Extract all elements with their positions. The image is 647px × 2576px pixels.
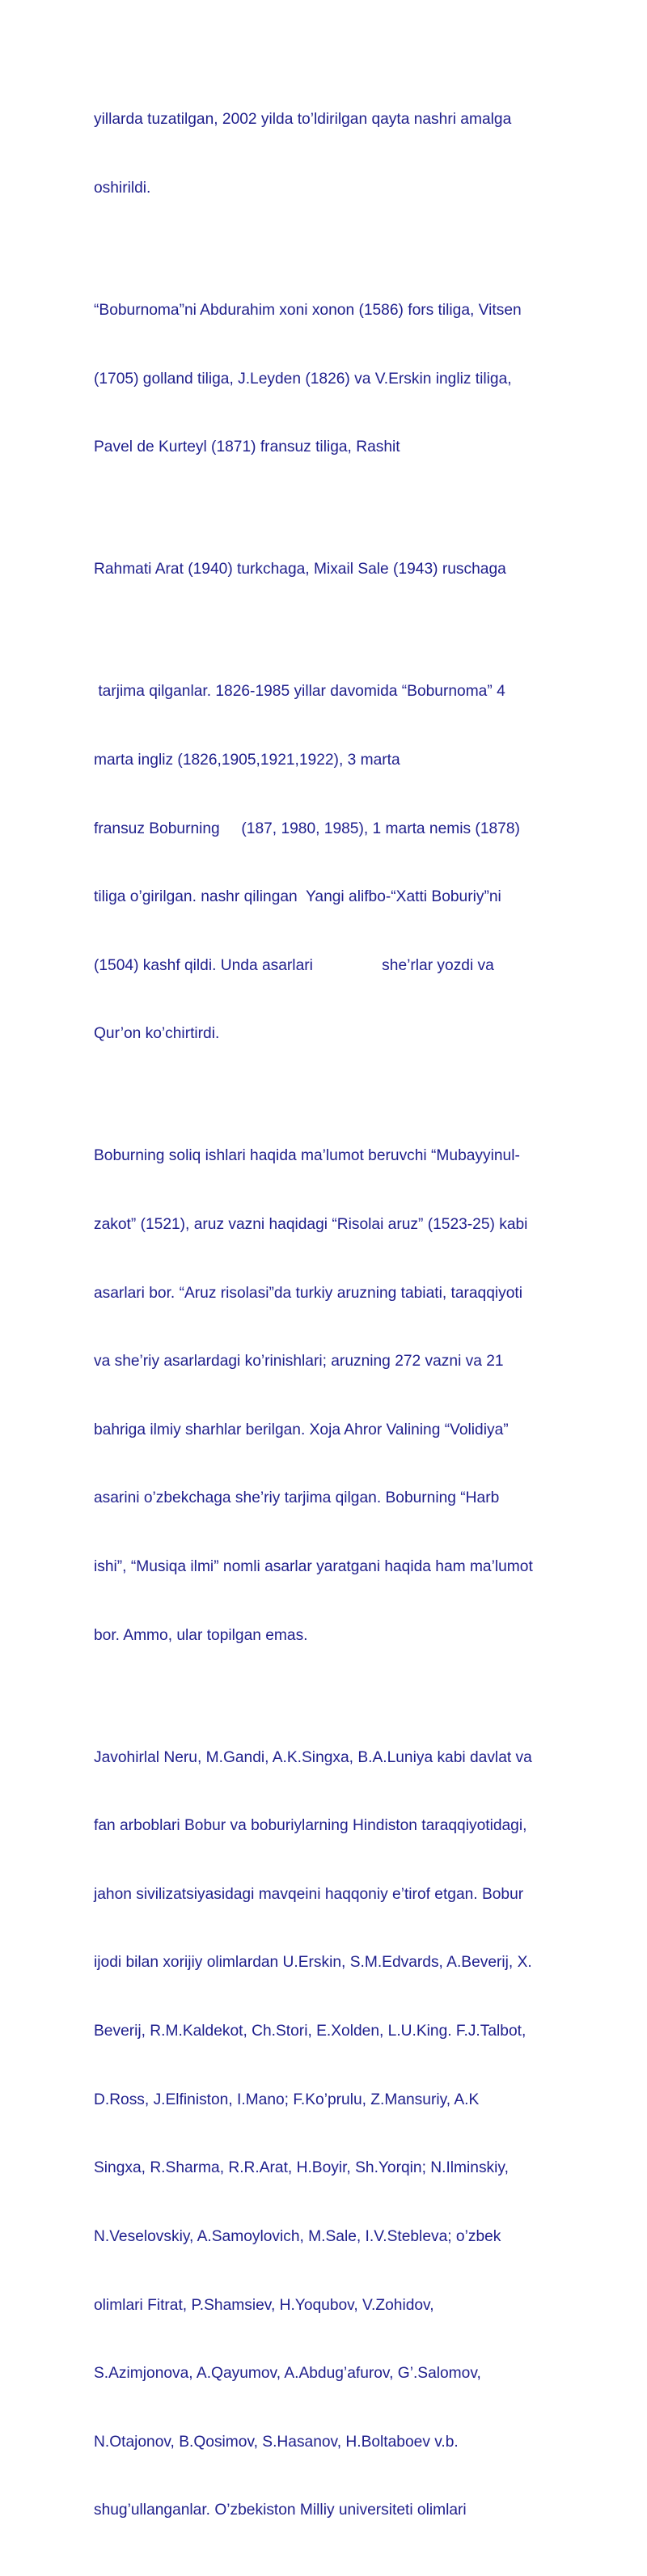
text-line: bor. Ammo, ular topilgan emas. (94, 1626, 308, 1644)
paragraph-6 (94, 1701, 611, 2568)
text-line: Pavel de Kurteyl (1871) fransuz tiliga, Rashit (94, 439, 400, 456)
text-line: tarjima qilganlar. 1826-1985 yillar davomida “Boburnoma” 4 (94, 683, 505, 701)
text-line: “Boburnoma”ni Abdurahim xoni xonon (1586) fors tiliga, Vitsen (94, 302, 522, 320)
document-page (94, 63, 611, 2576)
text-line: D.Ross, J.Elfiniston, I.Mano; F.Ko’prulu, Z.Mansuriy, A.K (94, 2091, 480, 2108)
paragraph-1 (94, 63, 611, 246)
text-line: zakot” (1521), aruz vazni haqidagi “Risolai aruz” (1523-25) kabi (94, 1215, 528, 1233)
text-line: N.Veselovskiy, A.Samoylovich, M.Sale, I.V.Stebleva; o’zbek (94, 2227, 501, 2245)
text-line: bahriga ilmiy sharhlar berilgan. Xoja Ahror Valining “Volidiya” (94, 1421, 509, 1438)
text-line: fransuz Boburning (187, 1980, 1985), 1 marta nemis (1878) (94, 820, 520, 837)
text-line: Qur’on ko’chirtirdi. (94, 1025, 220, 1043)
paragraph-3 (94, 513, 611, 627)
text-line: Javohirlal Neru, M.Gandi, A.K.Singxa, B.A.Luniya kabi davlat va (94, 1748, 532, 1766)
text-line: shug’ullanganlar. O’zbekiston Milliy universiteti olimlari (94, 2502, 467, 2519)
text-line: ijodi bilan xorijiy olimlardan U.Erskin, S.M.Edvards, A.Beverij, X. (94, 1954, 532, 1972)
text-line: (1705) golland tiliga, J.Leyden (1826) va V.Erskin ingliz tiliga, (94, 370, 512, 388)
text-line: jahon sivilizatsiyasidagi mavqeini haqqoniy e’tirof etgan. Bobur (94, 1885, 524, 1903)
text-line: S.Azimjonova, A.Qayumov, A.Abdug’afurov, G’.Salomov, (94, 2365, 481, 2383)
text-line: Rahmati Arat (1940) turkchaga, Mixail Sale (1943) ruschaga (94, 561, 506, 578)
text-line: olimlari Fitrat, P.Shamsiev, H.Yoqubov, V.Zohidov, (94, 2296, 434, 2314)
text-line: ishi”, “Musiqa ilmi” nomli asarlar yaratgani haqida ham ma’lumot (94, 1558, 533, 1575)
text-line: Boburning soliq ishlari haqida ma’lumot beruvchi “Mubayyinul- (94, 1147, 520, 1165)
text-line: Beverij, R.M.Kaldekot, Ch.Stori, E.Xolden, L.U.King. F.J.Talbot, (94, 2023, 526, 2040)
text-line: asarlari bor. “Aruz risolasi”da turkiy aruzning tabiati, taraqqiyoti (94, 1284, 523, 1302)
text-line: N.Otajonov, B.Qosimov, S.Hasanov, H.Boltaboev v.b. (94, 2433, 459, 2451)
paragraph-5 (94, 1099, 611, 1693)
text-line: yillarda tuzatilgan, 2002 yilda to’ldirilgan qayta nashri amalga (94, 111, 512, 129)
text-line: va she’riy asarlardagi ko’rinishlari; aruzning 272 vazni va 21 (94, 1353, 504, 1371)
text-line: marta ingliz (1826,1905,1921,1922), 3 marta (94, 751, 400, 769)
text-line: (1504) kashf qildi. Unda asarlari she’rlar yozdi va (94, 956, 494, 974)
text-line: Singxa, R.Sharma, R.R.Arat, H.Boyir, Sh.Yorqin; N.Ilminskiy, (94, 2159, 509, 2177)
paragraph-4 (94, 635, 611, 1091)
text-line: tiliga o’girilgan. nashr qilingan Yangi alifbo-“Xatti Boburiy”ni (94, 888, 501, 906)
text-line: oshirildi. (94, 180, 151, 197)
paragraph-2 (94, 254, 611, 505)
text-line: asarini o’zbekchaga she’riy tarjima qilgan. Boburning “Harb (94, 1489, 500, 1507)
text-line: fan arboblari Bobur va boburiylarning Hindiston taraqqiyotidagi, (94, 1817, 527, 1835)
